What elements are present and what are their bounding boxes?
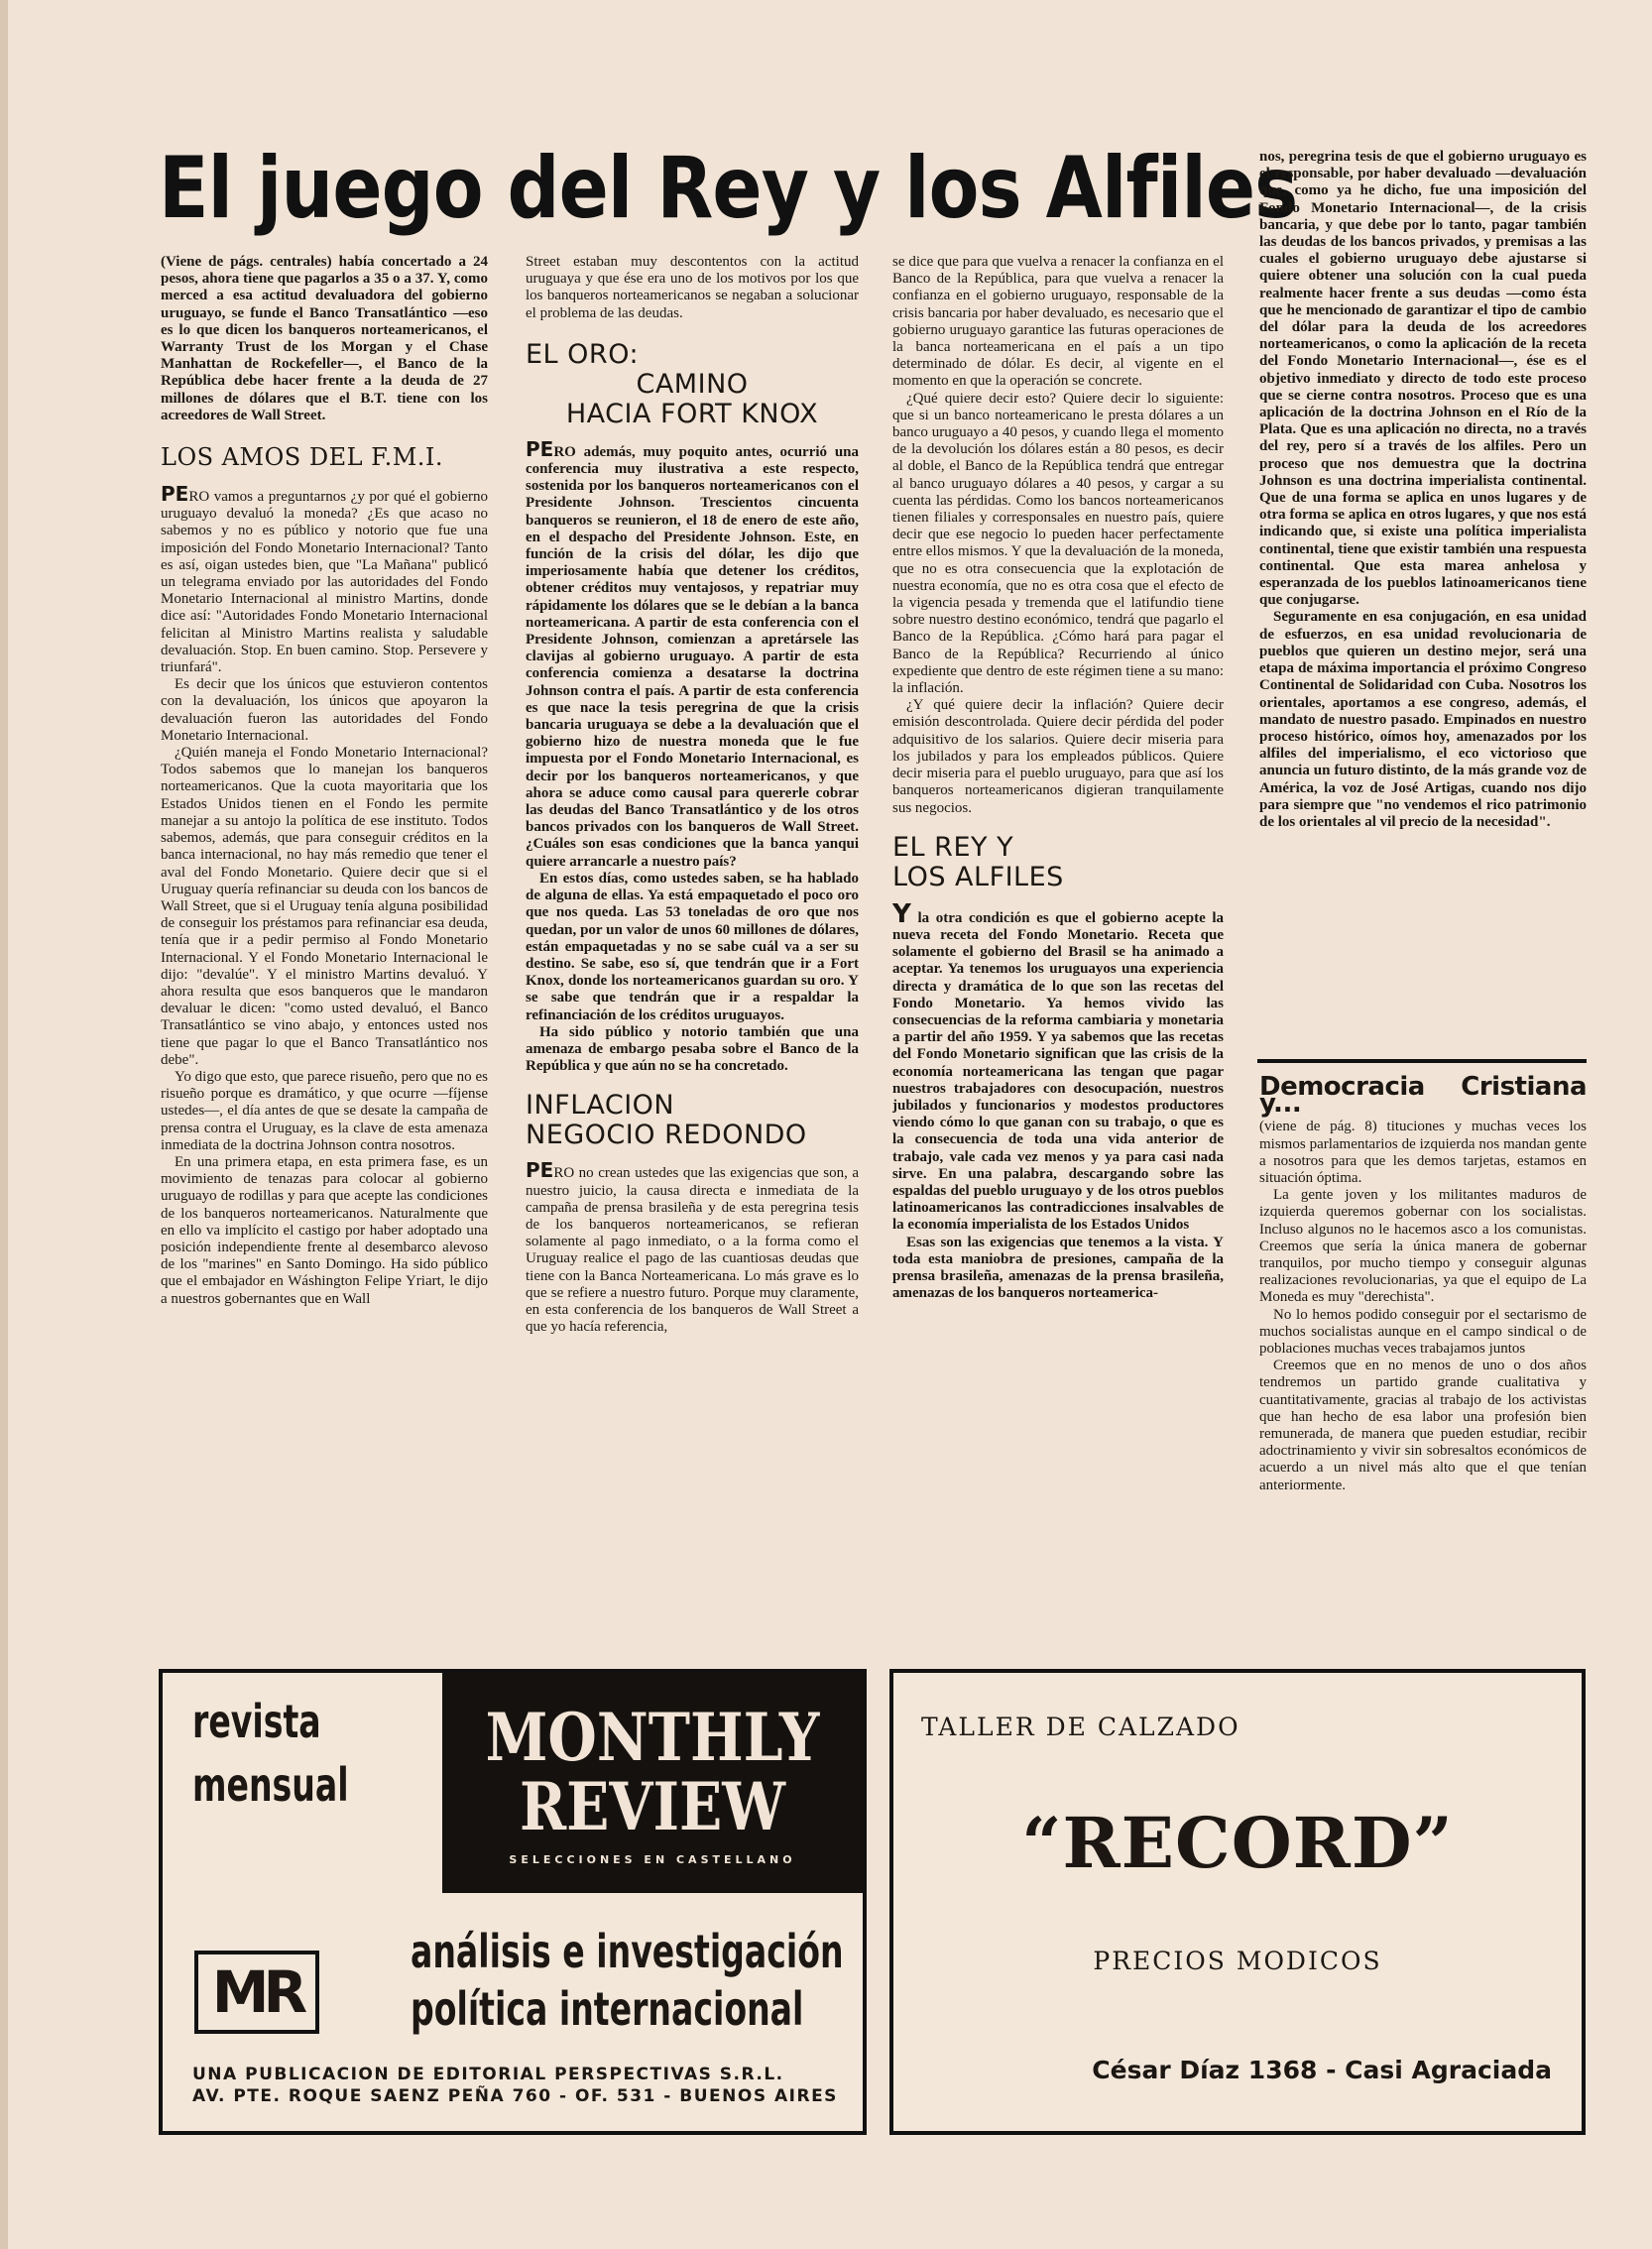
col3-paragraph: se dice que para que vuelva a renacer la confianza en el Banco de la República, para que vuelva a renacer la confianza en el gobierno uruguayo, responsable de la crisis bancaria por haber devaluado, es necesario que el gobierno uruguayo garantice las futuras operaciones de la banca norteamericana en el país a un tipo determinado de dólar. Es decir, al vigente en el momento en que la operación se concrete.	[892, 254, 1224, 390]
col1-paragraph: En una primera etapa, en esta primera fase, es un movimiento de tenazas para colocar al gobierno uruguayo de rodillas y para que acepte las condiciones de los banqueros norteamericanos. Naturalmente que en ello va implícito el castigo por haber adoptado una posición independiente frente al desembarco alevoso de los "marines" en Santo Domingo. Ha sido público que el embajador en Wáshington Felipe Yriart, le dijo a nuestros gobernantes que en Wall	[161, 1153, 488, 1307]
col2-paragraph	[526, 436, 859, 871]
monthly-review-ad	[159, 1669, 867, 2135]
ad-publisher	[192, 2064, 838, 2107]
drop-cap: PE	[526, 436, 554, 461]
ad-title-review: REVIEW	[519, 1768, 786, 1845]
col2-heading: NEGOCIO REDONDO	[526, 1120, 807, 1151]
ad-mensual-text: mensual	[192, 1758, 349, 1812]
col2-heading: INFLACION	[526, 1090, 675, 1122]
col4-paragraph: Seguramente en esa conjugación, en esa unidad de esfuerzos, en esa unidad revolucionaria de pueblos que quieren un destino mejor, será una etapa de máxima importancia el próximo Congreso Continental de Solidaridad con Cuba. Nosotros los orientales, aportamos a ese congreso, además, el mandato de nuestro pasado. Empinados en nuestro proceso histórico, oímos hoy, amenazados por los alfiles del imperialismo, el eco victorioso que anuncia un futuro distinto, de la más grande voz de América, la voz de José Artigas, cuando nos dijo para siempre que "no vendemos el rico patrimonio de los orientales al vil precio de la necesidad".	[1259, 609, 1587, 830]
ad-taller: TALLER DE CALZADO	[921, 1713, 1240, 1741]
headline: El juego del Rey y los Alfiles	[159, 139, 1298, 238]
col1-intro: (Viene de págs. centrales) había concertado a 24 pesos, ahora tiene que pagarlos a 35 o a 37. Y, como merced a esa actitud devaluadora del gobierno uruguayo, se funde el Banco Transatlántico —eso es lo que dicen los banqueros norteamericanos, el Warranty Trust de los Morgan y el Chase Manhattan de Rockefeller—, el Banco de la República debe hacer frente a la deuda de 27 millones de dólares que el B.T. tiene con los acreedores de Wall Street.	[161, 254, 488, 423]
ad-precios: PRECIOS MODICOS	[1093, 1947, 1382, 1975]
drop-cap: PE	[526, 1158, 554, 1183]
page-edge	[0, 0, 8, 2249]
dc-paragraph: No lo hemos podido conseguir por el sectarismo de muchos socialistas aunque en el campo sindical o de poblaciones muchas veces trabajamos juntos	[1259, 1306, 1587, 1358]
col1-paragraph: ¿Quién maneja el Fondo Monetario Internacional? Todos sabemos que lo manejan los banqueros norteamericanos. Que la cuota mayoritaria que los Estados Unidos tienen en el Fondo les permite manejar a su antojo la política de ese instituto. Todos sabemos, además, que para conseguir créditos en la banca internacional, no hay más remedio que tener el aval del Fondo Monetario. Quiere decir que si el Uruguay quería refinanciar su deuda con los bancos de Wall Street, que si el Uruguay tenía alguna posibilidad de conseguir los préstamos para refinanciar esa deuda, tenía que ir a pedir permiso al Fondo Monetario Internacional. Y el Fondo Monetario Internacional le dijo: "devalúe". Y el ministro Martins devaluó. Y ahora resulta que esos banqueros que le mandaron devaluar le dicen: "como usted devaluó, el Banco Transatlántico se vino abajo, y entonces usted nos tiene que pagar lo que el Banco Transatlántico nos debe".	[161, 745, 488, 1068]
ad-revista-mensual	[192, 1695, 349, 1812]
column-1	[161, 254, 488, 1638]
ad-tagline-2: política internacional	[411, 1982, 804, 2036]
ad-address: César Díaz 1368 - Casi Agraciada	[1092, 2056, 1552, 2084]
ad-tagline-1: análisis e investigación	[411, 1925, 844, 1978]
mr-logo: MR	[194, 1951, 319, 2034]
ad-publisher-line2: AV. PTE. ROQUE SAENZ PEÑA 760 - OF. 531 - BUENOS AIRES	[192, 2086, 838, 2106]
dc-paragraph: Creemos que en no menos de uno o dos años tendremos un partido grande cualitativa y cuantitativamente, gracias al trabajo de los activistas que han hecho de esa labor una profesión bien remunerada, de manera que pueden estudiar, recibir adoctrinamiento y vivir sin sobresaltos económicos de acuerdo a un nivel más alto que el que tenían anteriormente.	[1259, 1358, 1587, 1493]
col3-paragraph: ¿Y qué quiere decir la inflación? Quiere decir emisión descontrolada. Quiere decir pérdida del poder adquisitivo de los salarios. Quiere decir miseria para los jubilados y para los empleados públicos. Quiere decir miseria para el pueblo uruguayo, para que así los banqueros norteamericanos digieran tranquilamente sus negocios.	[892, 697, 1224, 816]
col1-paragraph: Yo digo que esto, que parece risueño, pero que no es risueño porque es dramático, y que ocurre —fíjense ustedes—, el día antes de que se desate la campaña de prensa contra el Uruguay, es la clave de esta amenaza inmediata de la doctrina Johnson contra nosotros.	[161, 1068, 488, 1153]
col3-heading: LOS ALFILES	[892, 861, 1064, 892]
drop-cap: PE	[161, 482, 189, 507]
ad-revista-text: revista	[192, 1695, 321, 1748]
col1-heading: LOS AMOS DEL F.M.I.	[161, 443, 444, 472]
col1-paragraph: Es decir que los únicos que estuvieron contentos con la devaluación, los únicos que apoyaron la devaluación fueron las autoridades del Fondo Monetario Internacional.	[161, 676, 488, 744]
col2-paragraph	[526, 1158, 859, 1336]
section-divider	[1257, 1059, 1587, 1063]
col2-heading: HACIA FORT KNOX	[565, 398, 819, 429]
ad-selecciones: SELECCIONES EN CASTELLANO	[509, 1853, 796, 1866]
col2-paragraph: En estos días, como ustedes saben, se ha hablado de alguna de ellas. Ya está empaquetado el poco oro que nos queda. Las 53 toneladas de oro que nos quedan, por un valor de unos 60 millones de dólares, están empaquetadas y no se sabe cuál va a ser su destino. Se sabe, eso sí, que tendrán que ir a Fort Knox, donde los norteamericanos guardan su oro. Y se sabe que tendrán que ir a respaldar la refinanciación de los créditos uruguayos.	[526, 870, 859, 1023]
col2-p1-text: RO además, muy poquito antes, ocurrió una conferencia muy ilustrativa a este respecto, sostenida por los banqueros norteamericanos con el Presidente Johnson. Trescientos cincuenta banqueros se reunieron, el 18 de enero de este año, en el despacho del Presidente Johnson. Este, en función de la crisis del dólar, les dijo que imperiosamente había que detener los créditos, obtener créditos muy ventajosos, y repatriar muy rápidamente los dólares que se le debían a la banca norteamericana. A partir de esta conferencia con el Presidente Johnson, comienzan a apretársele las clavijas al gobierno uruguayo. A partir de esta conferencia comienza a desatarse la doctrina Johnson contra el país. A partir de esta conferencia es que nace la tesis peregrina de que la crisis bancaria uruguaya se debe a la devaluación que el gobierno hizo de nuestra moneda que le fue impuesta por el Fondo Monetario Internacional, es decir por los banqueros norteamericanos, y que ahora se aduce como causal para quererle cobrar las deudas del Banco Transatlántico y de los otros bancos privados con los banqueros de Wall Street. ¿Cuáles son esas condiciones que la banca yanqui quiere arrancarle a nuestro país?	[526, 443, 859, 870]
col3-p3-text: la otra condición es que el gobierno acepte la nueva receta del Fondo Monetario. Receta que solamente el gobierno del Brasil se ha animado a aceptar. Ya tenemos los uruguayos una experiencia directa y dramática de lo que son las recetas del Fondo Monetario. Ya hemos vivido las consecuencias de la reforma cambiaria y monetaria a partir del año 1959. Y ya sabemos que las recetas del Fondo Monetario significan que las crisis de la economía norteamericana las tengan que pagar nuestros trabajadores con desocupación, nuestros jubilados y funcionarios y modestos productores viendo cómo lo que ganan con su trabajo, o que es la consecuencia de toda una vida anterior de trabajo, vale cada vez menos y ya para casi nada sirve. En una palabra, descargando sobre las espaldas del pueblo uruguayo y de los otros pueblos latinoamericanos las contradicciones insalvables de la economía imperialista de los Estados Unidos	[892, 909, 1224, 1234]
column-4-lower	[1259, 1069, 1587, 1644]
record-ad	[889, 1669, 1586, 2135]
column-3	[892, 254, 1224, 1638]
col2-paragraph: Ha sido público y notorio también que una amenaza de embargo pesaba sobre el Banco de la República y que aún no se ha concretado.	[526, 1023, 859, 1075]
ad-tagline	[411, 1923, 844, 2038]
col1-p1-text: RO vamos a preguntarnos ¿y por qué el gobierno uruguayo devaluó la moneda? ¿Es que acaso no sabemos y no es público y notorio que fue una imposición del Fondo Monetario Internacional? Tanto es así, oigan ustedes bien, que "La Mañana" publicó un telegrama enviado por las autoridades del Fondo Monetario Internacional al ministro Martins, donde dice así: "Autoridades Fondo Monetario Internacional felicitan al Ministro Martins realista y saludable devaluación. Stop. En buen camino. Stop. Persevere y triunfará".	[161, 489, 488, 676]
ad-record-name: “RECORD”	[1021, 1802, 1454, 1884]
col2-paragraph: Street estaban muy descontentos con la actitud uruguaya y que ése era uno de los motivos por los que los banqueros norteamericanos se negaban a solucionar el problema de las deudas.	[526, 254, 859, 321]
col3-paragraph: ¿Qué quiere decir esto? Quiere decir lo siguiente: que si un banco norteamericano le presta dólares a un banco uruguayo a 40 pesos, y cuando llega el momento de la devolución los dólares están a 80 pesos, es decir al doble, el Banco de la República tendrá que entregar al banco uruguayo dólares a 40 pesos, y cargar a su cuenta las pérdidas. Como los bancos norteamericanos tienen filiales y corresponsales en nuestro país, quiere decir que ese negocio lo pueden hacer perfectamente entre ellos mismos. Y que la devaluación de la moneda, que no es otra consecuencia que la explotación de nuestra economía, que no es otra cosa que el efecto de la vigencia pesada y tremenda que el latifundio tiene sobre nuestro destino económico, tendrá que pagarlo el Banco de la República. ¿Cómo hará para pagar el Banco de la República? Recurriendo al único expediente que dentro de este régimen tiene a su mano: la inflación.	[892, 390, 1224, 697]
ad-title-block	[442, 1673, 863, 1893]
col1-paragraph	[161, 482, 488, 676]
col2-p4-text: RO no crean ustedes que las exigencias que son, a nuestro juicio, la causa directa e inmediata de la campaña de prensa brasileña y de esta peregrina tesis de los banqueros norteamericanos, se refieran solamente al pago inmediato, o a la forma como el Uruguay realice el pago de las cuantiosas deudas que tiene con la Banca Norteamericana. Lo más grave es lo que se refiere a nuestro futuro. Porque muy claramente, en esta conferencia de los banqueros de Wall Street a que yo hacía referencia,	[526, 1165, 859, 1336]
col3-heading: EL REY Y	[892, 831, 1014, 863]
dc-heading: Democracia Cristiana y...	[1259, 1072, 1587, 1120]
ad-title-monthly: MONTHLY	[485, 1699, 820, 1776]
dc-paragraph: La gente joven y los militantes maduros de izquierda queremos gobernar con los socialistas. Incluso algunos no le hacemos asco a los comunistas. Creemos que sería la única manera de gobernar tranquilos, por mucho tiempo y conseguir algunas realizaciones revolucionarias, ya que el equipo de La Moneda es muy "derechista".	[1259, 1187, 1587, 1306]
col3-paragraph	[892, 898, 1224, 1235]
column-4	[1259, 149, 1587, 1056]
drop-cap: Y	[892, 898, 911, 929]
col2-heading: CAMINO	[636, 368, 749, 400]
col3-paragraph: Esas son las exigencias que tenemos a la vista. Y toda esta maniobra de presiones, campaña de la prensa brasileña, amenazas de la prensa brasileña, amenazas de los banqueros norteamerica-	[892, 1234, 1224, 1302]
col4-paragraph: nos, peregrina tesis de que el gobierno uruguayo es el responsable, por haber devaluado —devaluación que, como ya he dicho, fue una imposición del Fondo Monetario Internacional—, de la crisis bancaria, y que debe por lo tanto, pagar también las deudas de los bancos privados, y premisas a las cuales el gobierno uruguayo debe ajustarse si quiere obtener una solución con la cual pueda realmente hacer frente a sus deudas —como ésta que he mencionado de garantizar el tipo de cambio del dólar para la deuda de los acreedores norteamericanos, o como la aplicación de la receta del Fondo Monetario Internacional—, ése es el objetivo inmediato y directo de todo este proceso que se cierne contra nosotros. Proceso que es una aplicación de la doctrina Johnson en el Río de la Plata. Que es una aplicación no directa, no a través del rey, pero sí a través de los alfiles. Pero un proceso que nos demuestra que la doctrina Johnson es una doctrina imperialista continental. Que de una forma se aplica en unos lugares y de otra forma se aplica en otros lugares, y que nos está indicando que, si existe una política imperialista continental, tiene que existir también una respuesta continental. Que esta marea anhelosa y esperanzada de los pueblos latinoamericanos tiene que conjugarse.	[1259, 149, 1587, 609]
col2-heading: EL ORO:	[526, 338, 640, 370]
column-2	[526, 254, 859, 1638]
dc-paragraph: (viene de pág. 8) tituciones y muchas veces los mismos parlamentarios de izquierda nos mandan gente a nosotros para que les demos tarjetas, estamos en situación óptima.	[1259, 1119, 1587, 1187]
ad-publisher-line1: UNA PUBLICACION DE EDITORIAL PERSPECTIVAS S.R.L.	[192, 2065, 784, 2084]
